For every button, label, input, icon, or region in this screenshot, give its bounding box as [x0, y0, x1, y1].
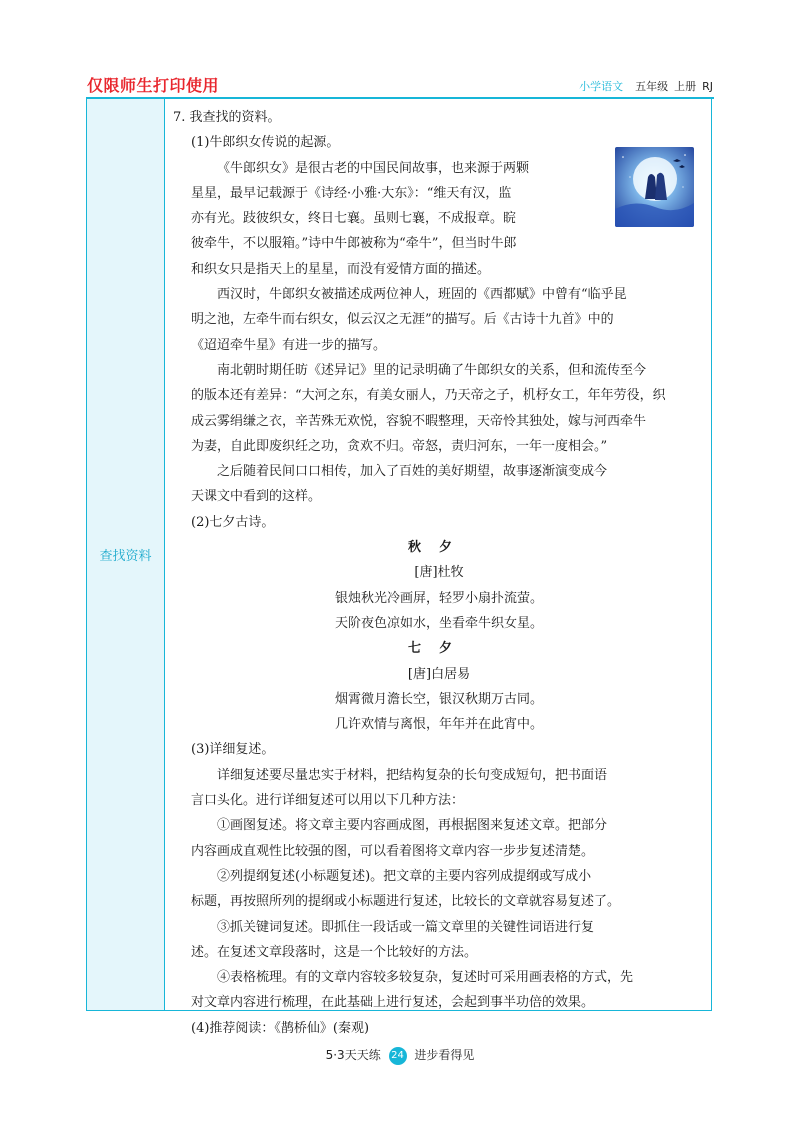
poem-line: 银烛秋光冷画屏，轻罗小扇扑流萤。	[334, 590, 543, 606]
poem-title: 七夕	[407, 641, 470, 657]
method-2	[173, 864, 705, 915]
origin-paragraph-2	[173, 282, 705, 358]
origin-paragraph-3	[173, 358, 705, 459]
text-line: ④表格梳理。有的文章内容较多较复杂，复述时可采用画表格的方式，先	[217, 970, 634, 986]
poem-line: 几许欢情与离恨，年年并在此宵中。	[334, 717, 543, 733]
recommended-reading: (4)推荐阅读：《鹊桥仙》(秦观)	[191, 1020, 370, 1036]
text-line: 西汉时，牛郎织女被描述成两位神人，班固的《西都赋》中曾有“临乎昆	[217, 287, 627, 303]
text-line: 南北朝时期任昉《述异记》里的记录明确了牛郎织女的关系，但和流传至今	[217, 362, 647, 378]
text-line: ②列提纲复述(小标题复述)。把文章的主要内容列成提纲或写成小	[217, 868, 592, 884]
side-label: 查找资料	[99, 549, 152, 564]
print-notice: 仅限师生打印使用	[87, 76, 220, 95]
poem-author: [唐]白居易	[407, 666, 471, 682]
poem-qixi	[173, 636, 705, 737]
text-line: ①画图复述。将文章主要内容画成图，再根据图来复述文章。把部分	[217, 818, 608, 834]
text-line: 亦有光。跂彼织女，终日七襄。虽则七襄，不成报章。睆	[191, 211, 517, 227]
section-title: (1)牛郎织女传说的起源。	[191, 135, 340, 151]
edition-label: RJ	[702, 80, 713, 93]
poem-line: 烟霄微月澹长空，银汉秋期万古同。	[334, 691, 543, 707]
content-table	[86, 99, 712, 1036]
poem-qiuxi	[173, 535, 705, 636]
poem-line: 天阶夜色凉如水，坐看牵牛织女星。	[334, 615, 543, 631]
text-line: 天课文中看到的这样。	[191, 489, 322, 505]
text-line: 成云雾绢缣之衣，辛苦殊无欢悦，容貌不暇整理，天帝怜其独处，嫁与河西牵牛	[191, 413, 647, 429]
text-line: 标题，再按照所列的提纲或小标题进行复述，比较长的文章就容易复述了。	[191, 894, 621, 910]
text-line: 之后随着民间口口相传，加入了百姓的美好期望，故事逐渐演变成今	[217, 464, 608, 480]
method-4	[173, 965, 705, 1016]
subject-label: 小学语文	[579, 80, 624, 93]
text-line: 内容画成直观性比较强的图，可以看着图将文章内容一步步复述清楚。	[191, 843, 595, 859]
text-line: 为妻，自此即废织纴之功，贪欢不归。帝怒，责归河东，一年一度相会。”	[191, 438, 608, 454]
text-line: 彼牵牛，不以服箱。”诗中牛郎被称为“牵牛”，但当时牛郎	[191, 236, 517, 252]
retell-intro	[173, 763, 705, 814]
text-line: 《迢迢牵牛星》有进一步的描写。	[191, 337, 387, 353]
side-column	[87, 99, 165, 1010]
book-info	[573, 78, 713, 94]
origin-paragraph-1	[173, 156, 705, 282]
grade-label: 五年级	[635, 80, 669, 93]
text-line: ③抓关键词复述。即抓住一段话或一篇文章里的关键性词语进行复	[217, 919, 595, 935]
article-content	[173, 105, 705, 1041]
text-line: 述。在复述文章段落时，这是一个比较好的方法。	[191, 944, 478, 960]
poem-author: [唐]杜牧	[414, 565, 464, 581]
text-line: 和织女只是指天上的星星，而没有爱情方面的描述。	[191, 261, 491, 277]
poem-title: 秋夕	[407, 540, 470, 556]
origin-paragraph-4	[173, 459, 705, 510]
footer-slogan: 进步看得见	[414, 1048, 475, 1062]
text-line: 星星，最早记载源于《诗经·小雅·大东》：“维天有汉，监	[191, 185, 512, 201]
text-line: 《牛郎织女》是很古老的中国民间故事，也来源于两颗	[217, 160, 530, 176]
method-1	[173, 813, 705, 864]
section-title: (3)详细复述。	[191, 742, 275, 758]
text-line: 言口头化。进行详细复述可以用以下几种方法：	[191, 793, 465, 809]
method-3	[173, 915, 705, 966]
item-title: 7. 我查找的资料。	[173, 110, 281, 125]
page-footer	[0, 1046, 800, 1065]
volume-label: 上册	[674, 80, 697, 93]
text-line: 的版本还有差异：“大河之东，有美女丽人，乃天帝之子，机杼女工，年年劳役，织	[191, 388, 666, 404]
text-line: 详细复述要尽量忠实于材料，把结构复杂的长句变成短句，把书面语	[217, 767, 608, 783]
text-line: 对文章内容进行梳理，在此基础上进行复述，会起到事半功倍的效果。	[191, 995, 595, 1011]
section-title: (2)七夕古诗。	[191, 514, 275, 530]
page-number: 24	[389, 1047, 407, 1065]
text-line: 明之池，左牵牛而右织女，似云汉之无涯”的描写。后《古诗十九首》中的	[191, 312, 614, 328]
footer-brand: 5·3天天练	[325, 1048, 381, 1062]
